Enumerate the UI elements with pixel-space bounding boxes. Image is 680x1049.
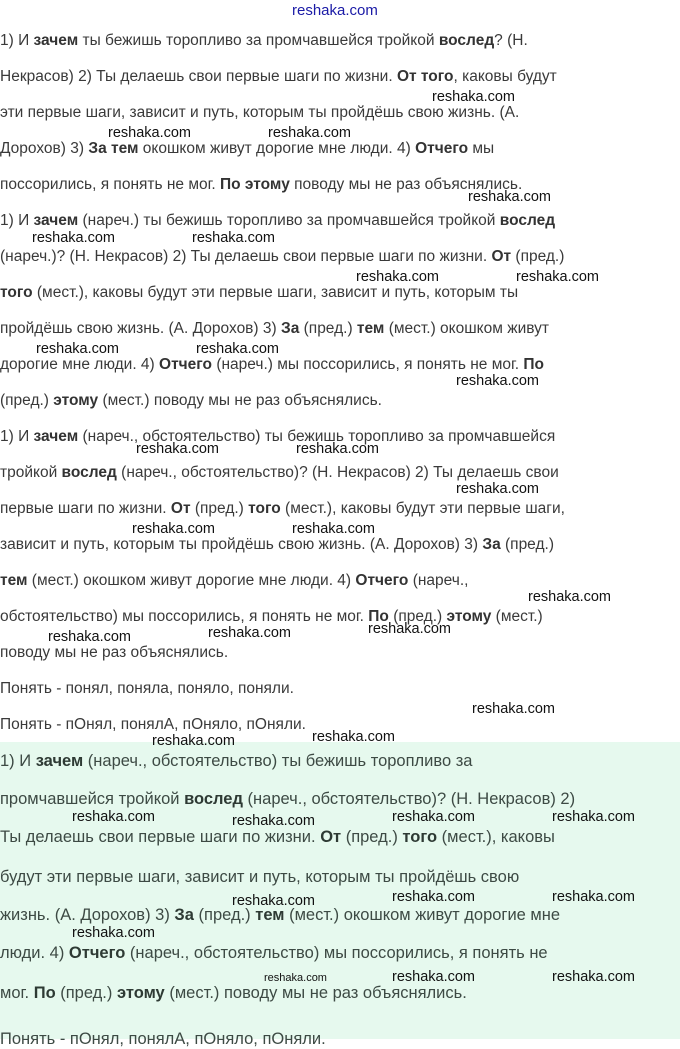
watermark: reshaka.com [456, 481, 540, 497]
bold-word: вослед [499, 212, 556, 229]
answer-line: жизнь. (А. Дорохов) 3) За (пред.) тем (мест.) окошком живут дорогие мне [0, 906, 561, 924]
bold-word: этому [53, 392, 99, 409]
paragraph-3-line: тем (мест.) окошком живут дорогие мне люди. 4) Отчего (нареч., [0, 572, 469, 589]
watermark: reshaka.com [456, 373, 540, 389]
bold-word: этому [116, 984, 165, 1002]
bold-word: того [248, 500, 281, 517]
answer-line: будут эти первые шаги, зависит и путь, которым ты пройдёшь свою [0, 868, 520, 886]
bold-word: Отчего [68, 944, 126, 962]
paragraph-1-line: эти первые шаги, зависит и путь, которым ты пройдёшь свою жизнь. (А. [0, 104, 520, 121]
watermark[interactable]: reshaka.com [292, 2, 378, 19]
watermark: reshaka.com [296, 441, 380, 457]
watermark: reshaka.com [516, 269, 600, 285]
watermark: reshaka.com [552, 889, 636, 905]
watermark: reshaka.com [432, 89, 516, 105]
watermark: reshaka.com [528, 589, 612, 605]
watermark: reshaka.com [392, 969, 476, 985]
bold-word: От того [396, 68, 454, 85]
watermark: reshaka.com [552, 969, 636, 985]
watermark: reshaka.com [264, 972, 327, 984]
watermark: reshaka.com [36, 341, 120, 357]
paragraph-2-line: того (мест.), каковы будут эти первые шаги, зависит и путь, которым ты [0, 284, 519, 301]
watermark: reshaka.com [356, 269, 440, 285]
bold-word: Отчего [415, 140, 469, 157]
paragraph-3-line: тройкой вослед (нареч., обстоятельство)? (Н. Некрасов) 2) Ты делаешь свои [0, 464, 559, 481]
bold-word: зачем [33, 428, 79, 445]
bold-word: того [0, 284, 33, 301]
watermark: reshaka.com [392, 889, 476, 905]
watermark: reshaka.com [108, 125, 192, 141]
answer-line: люди. 4) Отчего (нареч., обстоятельство) мы поссорились, я понять не [0, 944, 548, 962]
watermark: reshaka.com [392, 809, 476, 825]
watermark: reshaka.com [552, 809, 636, 825]
bold-word: тем [356, 320, 385, 337]
paragraph-3-line: 1) И зачем (нареч., обстоятельство) ты бежишь торопливо за промчавшейся [0, 428, 556, 445]
bold-word: От [170, 500, 191, 517]
bold-word: Отчего [159, 356, 213, 373]
watermark: reshaka.com [208, 625, 292, 641]
answer-line: Понять - пОнял, понялА, пОняло, пОняли. [0, 1030, 326, 1048]
bold-word: того [402, 828, 438, 846]
bold-word: По [523, 356, 544, 373]
answer-line: Ты делаешь свои первые шаги по жизни. От (пред.) того (мест.), каковы [0, 828, 555, 846]
bold-word: зачем [33, 212, 79, 229]
watermark: reshaka.com [152, 733, 236, 749]
watermark: reshaka.com [232, 813, 316, 829]
watermark: reshaka.com [192, 230, 276, 246]
bold-word: По этому [220, 176, 290, 193]
watermark: reshaka.com [368, 621, 452, 637]
bold-word: От [320, 828, 342, 846]
bold-word: зачем [33, 32, 79, 49]
bold-word: вослед [438, 32, 495, 49]
bold-word: За [482, 536, 501, 553]
bold-word: вослед [184, 790, 243, 808]
watermark: reshaka.com [196, 341, 280, 357]
paragraph-1-line: Некрасов) 2) Ты делаешь свои первые шаги по жизни. От того, каковы будут [0, 68, 557, 85]
watermark: reshaka.com [72, 809, 156, 825]
paragraph-4: Понять - понял, поняла, поняло, поняли. [0, 680, 294, 697]
bold-word: За тем [88, 140, 139, 157]
paragraph-2-line: 1) И зачем (нареч.) ты бежишь торопливо за промчавшейся тройкой вослед [0, 212, 556, 229]
paragraph-2-line: пройдёшь свою жизнь. (А. Дорохов) 3) За (пред.) тем (мест.) окошком живут [0, 320, 549, 337]
watermark: reshaka.com [312, 729, 396, 745]
paragraph-1-line: поссорились, я понять не мог. По этому поводу мы не раз объяснялись. [0, 176, 523, 193]
watermark: reshaka.com [132, 521, 216, 537]
bold-word: За [280, 320, 300, 337]
paragraph-2-line: дорогие мне люди. 4) Отчего (нареч.) мы поссорились, я понять не мог. По [0, 356, 544, 373]
bold-word: этому [446, 608, 492, 625]
paragraph-1-line: Дорохов) 3) За тем окошком живут дорогие мне люди. 4) Отчего мы [0, 140, 495, 157]
watermark: reshaka.com [48, 629, 132, 645]
watermark: reshaka.com [72, 925, 156, 941]
bold-word: Отчего [355, 572, 409, 589]
paragraph-2-line: (нареч.)? (Н. Некрасов) 2) Ты делаешь свои первые шаги по жизни. От (пред.) [0, 248, 565, 265]
paragraph-3-line: первые шаги по жизни. От (пред.) того (мест.), каковы будут эти первые шаги, [0, 500, 565, 517]
paragraph-1-line: 1) И зачем ты бежишь торопливо за промчавшейся тройкой вослед? (Н. [0, 32, 528, 49]
bold-word: тем [255, 906, 285, 924]
watermark: reshaka.com [468, 189, 552, 205]
paragraph-2-line: (пред.) этому (мест.) поводу мы не раз объяснялись. [0, 392, 382, 409]
bold-word: зачем [35, 752, 84, 770]
answer-line: мог. По (пред.) этому (мест.) поводу мы не раз объяснялись. [0, 984, 467, 1002]
bold-word: По [368, 608, 389, 625]
paragraph-3-line: зависит и путь, которым ты пройдёшь свою жизнь. (А. Дорохов) 3) За (пред.) [0, 536, 554, 553]
bold-word: От [491, 248, 512, 265]
paragraph-3-line: поводу мы не раз объяснялись. [0, 644, 229, 661]
answer-line: промчавшейся тройкой вослед (нареч., обстоятельство)? (Н. Некрасов) 2) [0, 790, 576, 808]
watermark: reshaka.com [232, 893, 316, 909]
watermark: reshaka.com [472, 701, 556, 717]
bold-word: По [33, 984, 56, 1002]
answer-line: 1) И зачем (нареч., обстоятельство) ты бежишь торопливо за [0, 752, 473, 770]
watermark: reshaka.com [292, 521, 376, 537]
bold-word: За [174, 906, 194, 924]
watermark: reshaka.com [268, 125, 352, 141]
bold-word: вослед [61, 464, 117, 481]
bold-word: тем [0, 572, 28, 589]
paragraph-3-line: обстоятельство) мы поссорились, я понять не мог. По (пред.) этому (мест.) [0, 608, 543, 625]
paragraph-5: Понять - пОнял, понялА, пОняло, пОняли. [0, 716, 306, 733]
watermark: reshaka.com [32, 230, 116, 246]
watermark: reshaka.com [136, 441, 220, 457]
